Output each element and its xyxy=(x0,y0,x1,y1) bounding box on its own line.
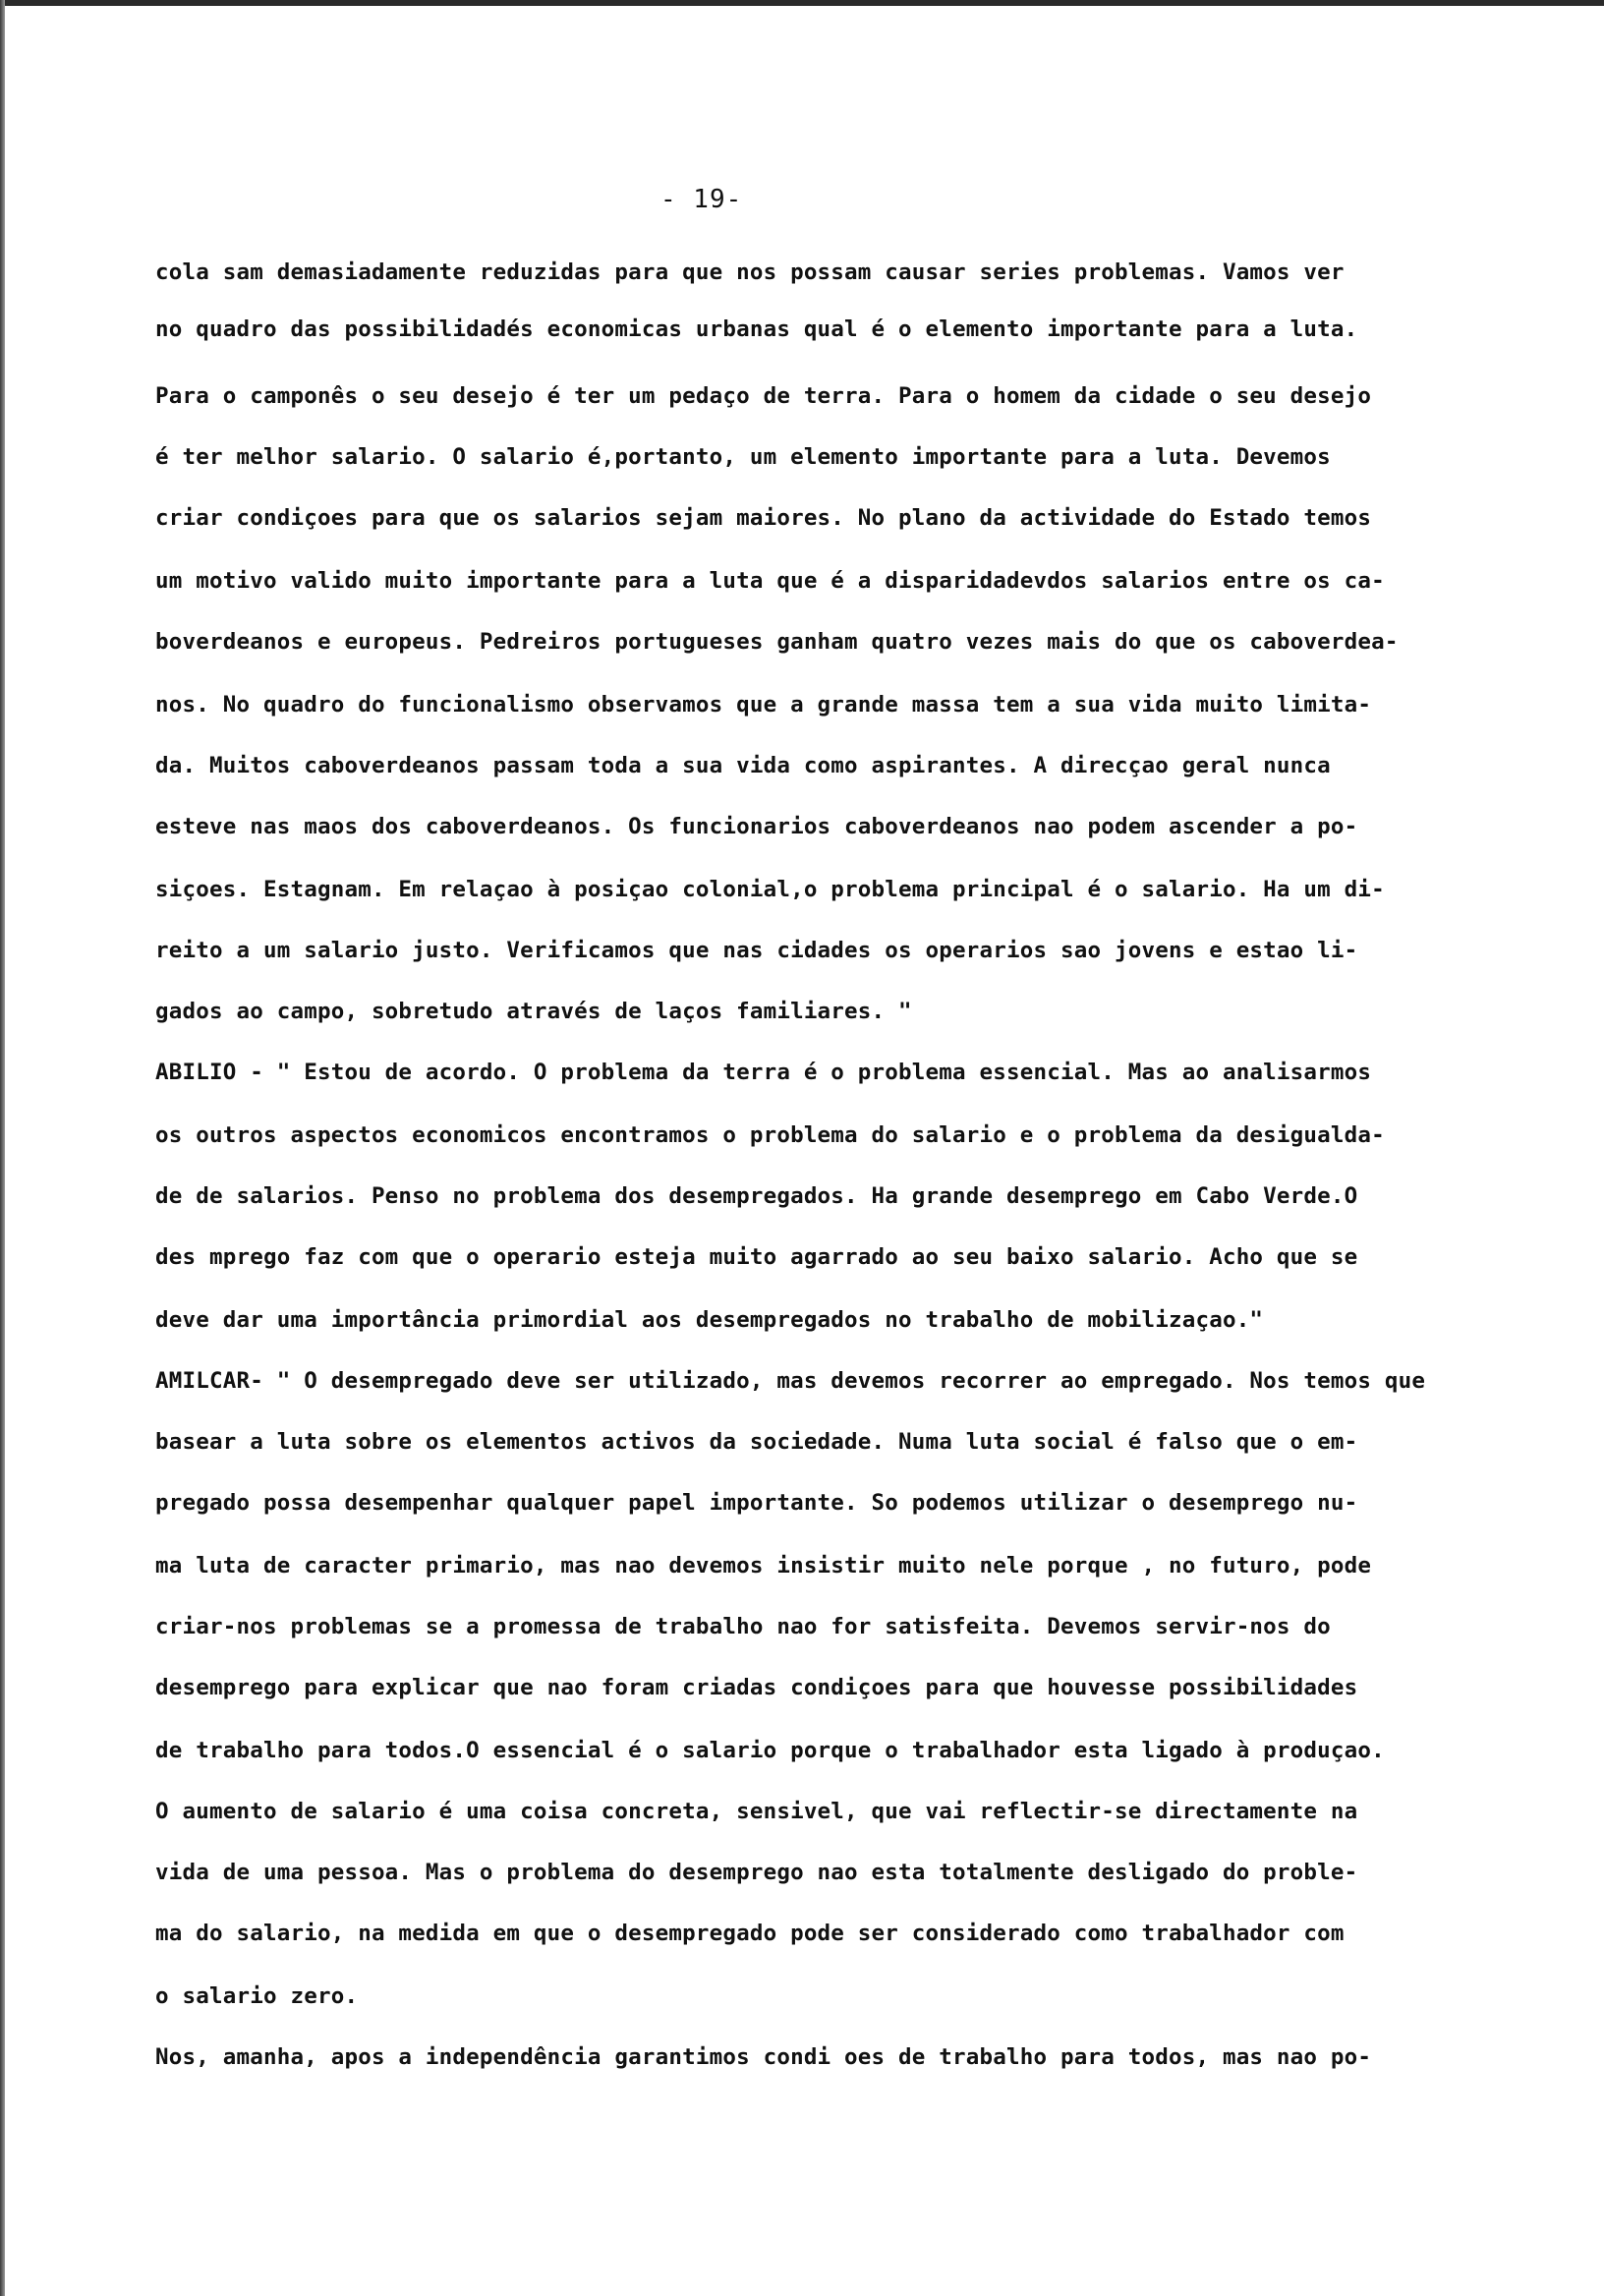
text-line: Para o camponês o seu desejo é ter um pedaço de terra. Para o homem da cidade o seu desejo xyxy=(155,383,1372,409)
text-line: de de salarios. Penso no problema dos desempregados. Ha grande desemprego em Cabo Verde.O xyxy=(155,1183,1358,1209)
text-line: nos. No quadro do funcionalismo observamos que a grande massa tem a sua vida muito limita- xyxy=(155,692,1372,718)
text-line: ABILIO - " Estou de acordo. O problema da terra é o problema essencial. Mas ao analisarmos xyxy=(155,1060,1372,1085)
text-line: gados ao campo, sobretudo através de laços familiares. " xyxy=(155,999,912,1024)
text-line: Nos, amanha, apos a independência garantimos condi oes de trabalho para todos, mas nao po- xyxy=(155,2044,1372,2070)
text-line: de trabalho para todos.O essencial é o salario porque o trabalhador esta ligado à produçao. xyxy=(155,1738,1385,1763)
text-line: vida de uma pessoa. Mas o problema do desemprego nao esta totalmente desligado do proble- xyxy=(155,1860,1358,1885)
text-line: um motivo valido muito importante para a luta que é a disparidadevdos salarios entre os ca- xyxy=(155,568,1385,594)
text-line: AMILCAR- " O desempregado deve ser utilizado, mas devemos recorrer ao empregado. Nos temos que xyxy=(155,1368,1426,1394)
text-line: esteve nas maos dos caboverdeanos. Os funcionarios caboverdeanos nao podem ascender a po- xyxy=(155,814,1358,839)
text-line: desemprego para explicar que nao foram criadas condiçoes para que houvesse possibilidades xyxy=(155,1675,1358,1700)
text-line: o salario zero. xyxy=(155,1983,359,2009)
text-line: O aumento de salario é uma coisa concreta, sensivel, que vai reflectir-se directamente na xyxy=(155,1799,1358,1824)
text-line: basear a luta sobre os elementos activos da sociedade. Numa luta social é falso que o em- xyxy=(155,1429,1358,1455)
text-line: os outros aspectos economicos encontramos o problema do salario e o problema da desigualda- xyxy=(155,1122,1385,1148)
text-line: é ter melhor salario. O salario é,portanto, um elemento importante para a luta. Devemos xyxy=(155,444,1331,470)
text-line: cola sam demasiadamente reduzidas para que nos possam causar series problemas. Vamos ver xyxy=(155,259,1345,285)
page-number: - 19- xyxy=(660,185,743,214)
text-line: deve dar uma importância primordial aos desempregados no trabalho de mobilizaçao." xyxy=(155,1307,1264,1333)
text-line: des mprego faz com que o operario esteja muito agarrado ao seu baixo salario. Acho que se xyxy=(155,1244,1358,1270)
text-line: criar condiçoes para que os salarios sejam maiores. No plano da actividade do Estado temos xyxy=(155,505,1372,531)
text-line: siçoes. Estagnam. Em relaçao à posiçao colonial,o problema principal é o salario. Ha um di- xyxy=(155,877,1385,902)
text-line: no quadro das possibilidadés economicas urbanas qual é o elemento importante para a luta. xyxy=(155,316,1358,342)
text-line: pregado possa desempenhar qualquer papel importante. So podemos utilizar o desemprego nu- xyxy=(155,1490,1358,1516)
text-line: ma do salario, na medida em que o desempregado pode ser considerado como trabalhador com xyxy=(155,1921,1345,1946)
text-line: ma luta de caracter primario, mas nao devemos insistir muito nele porque , no futuro, pode xyxy=(155,1553,1372,1578)
text-line: boverdeanos e europeus. Pedreiros portugueses ganham quatro vezes mais do que os caboverdea- xyxy=(155,629,1399,655)
text-line: da. Muitos caboverdeanos passam toda a sua vida como aspirantes. A direcçao geral nunca xyxy=(155,753,1331,778)
text-line: criar-nos problemas se a promessa de trabalho nao for satisfeita. Devemos servir-nos do xyxy=(155,1614,1331,1639)
text-line: reito a um salario justo. Verificamos que nas cidades os operarios sao jovens e estao li- xyxy=(155,938,1358,963)
